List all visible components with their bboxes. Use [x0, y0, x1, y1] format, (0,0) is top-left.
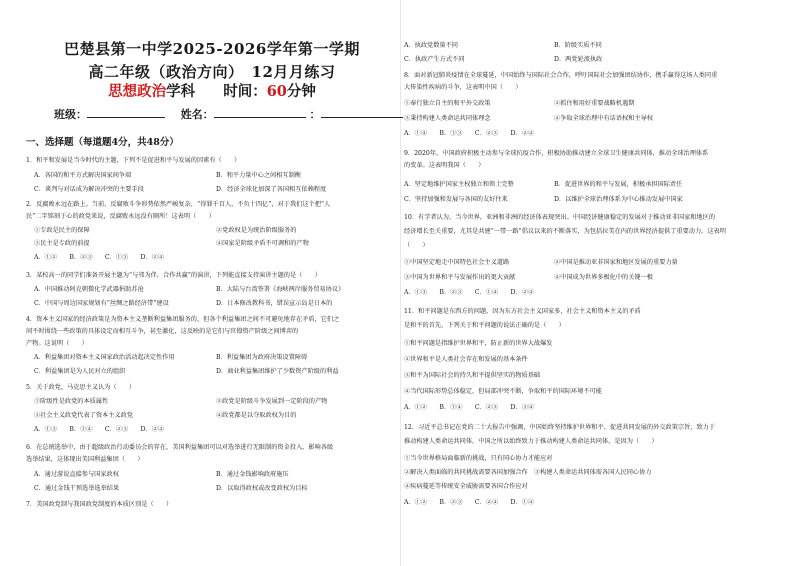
q10-answer-options[interactable]: A．①③ B．②③ C．①④ D．②④	[404, 289, 535, 296]
q12-statement-4: ④疾病蔓延等传统安全威胁需要各国合作应对	[404, 483, 528, 490]
q3-option-a[interactable]: A．中国推动阿克朝微化学武器捐助苏沧	[34, 286, 144, 293]
q11-statement-1: ①和平问题是指维护世界和平，防止新的世界大战爆发	[404, 340, 553, 347]
q8-statement-3: ③秉持构建人类命运共同体理念	[404, 115, 491, 122]
exam-subject-line	[26, 80, 398, 101]
name-label: 姓名：	[180, 108, 214, 121]
question-7: 7．美国政党制与我国政党制度的本质区别是（ ）	[26, 501, 173, 508]
q2-statement-3: ③民主是专政的前提	[34, 240, 90, 247]
time-label: 时间：	[223, 83, 267, 100]
q6-option-b[interactable]: B．通过金钱影响政府施压	[216, 471, 289, 478]
q1-option-a[interactable]: A．各国的和平方式解决国家间争端	[34, 172, 132, 179]
q7-option-b[interactable]: B．阶级实质不同	[554, 42, 602, 49]
q4-option-b[interactable]: B．利益集团为政府决策设置障碍	[216, 354, 308, 361]
q1-option-d[interactable]: D．经济全球化加深了各国相互依赖程度	[216, 186, 327, 193]
q10-statement-3: ③中国为世界和平与发展作出的更大贡献	[404, 274, 516, 281]
q12-statement-1: ①当今世界格局面临新的挑战，只有同心协力才能应对	[404, 455, 553, 462]
exam-title-grade: 高二年级（政治方向） 12月月练习	[88, 63, 336, 81]
q8-statement-2: ②抓住和用好重要战略机遇期	[554, 100, 635, 107]
class-label: 班级：	[54, 108, 87, 121]
q5-statement-3: ③社会主义政党代表了资本主义政党	[34, 412, 133, 419]
section-title: 一、选择题（每道题4分，共48分）	[26, 137, 179, 148]
question-10-line1: 10．有学者认为，当今世界，亚洲和非洲的经济体表现突出。中国经济健康稳定的发展对于推动亚非国家和地区的	[404, 214, 716, 221]
q1-option-c[interactable]: C．谈判与对话成为解决冲突的主要手段	[34, 186, 144, 193]
q2-statement-4: ④国家是阶级矛盾不可调和的产物	[216, 240, 309, 247]
q9-option-d[interactable]: D．以维护全球治理体系为中心推动发展中国家	[554, 196, 683, 203]
q5-statement-4: ④政党都是以夺取政权为目的	[216, 412, 297, 419]
column-divider	[400, 0, 401, 566]
question-2-line2: 民”二字铭刻于心的政党来说，反腐败永远没有厕所！这表明（ ）	[26, 213, 215, 220]
colon-label: ：	[309, 108, 321, 121]
question-6-line1: 6．在总统选举中，由于超级政治行动委员会的存在，美国利益集团可以对选举进行无限制的资金投入，影响各级	[26, 444, 334, 451]
q7-option-c[interactable]: C．执政产生方式不同	[404, 56, 465, 63]
q3-option-b[interactable]: B．大陆与台湾签署《海峡两岸服务贸易协议》	[216, 286, 345, 293]
q12-answer-options[interactable]: A．①② B．②③ C．②④ D．①④	[404, 499, 535, 506]
student-info-line	[54, 106, 403, 122]
q4-option-a[interactable]: A．利益集团对资本主义国家政治活动起决定性作用	[34, 354, 175, 361]
q11-answer-options[interactable]: A．①② B．①④ C．②③ D．③④	[404, 404, 535, 411]
q5-answer-options[interactable]: A．①③ B．①④ C．②③ D．②④	[34, 426, 165, 433]
q3-option-d[interactable]: D．日本修改教科书，错误宣示岛是日本的	[216, 300, 333, 307]
subject-name: 思想政治	[108, 83, 167, 100]
question-11-line1: 11．和平问题是东西方的问题，因为东方社会主义国家多，社会主义和资本主义的矛盾	[404, 308, 641, 315]
question-8-line1: 8．面对新冠肺炎疫情在全球蔓延，中国始终与国际社会合作，呼吁国际社会加强团结协作，携手赢得这场人类同重	[404, 72, 718, 79]
q1-option-b[interactable]: B．和平力量中心之间相互制衡	[216, 172, 301, 179]
q8-answer-options[interactable]: A．①④ B．①③ C．②③ D．②④	[404, 130, 535, 137]
q6-option-c[interactable]: C．通过金钱干预选举选举结果	[34, 485, 120, 492]
q4-option-d[interactable]: D．商业利益集团维护了少数资产阶级的利益	[216, 368, 339, 375]
q5-statement-1: ①阶级性是政党的本质属性	[34, 398, 109, 405]
question-4-line1: 4．资本主义国家的经济政策是为资本主义垄断利益集团服务的，但各个利益集团之间不可避免地存在矛盾，它们之	[26, 316, 340, 323]
q6-option-a[interactable]: A．通过游说直接参与国家政权	[34, 471, 119, 478]
q12-statement-2-3: ②解决人类面临的共同挑战需要各国加强合作 ③构建人类命运共同体需各国人民同心协力	[404, 469, 652, 476]
question-6-line2: 选举结果，这体现出美国利益集团（ ）	[26, 456, 144, 463]
question-4-line3: 产物。这说明（ ）	[26, 340, 88, 347]
time-unit: 分钟	[286, 83, 316, 100]
q2-statement-2: ②党政权是为统治阶级服务的	[216, 227, 297, 234]
q10-statement-2: ②中国是推动亚非国家和地区发展的重要力量	[554, 259, 678, 266]
q6-option-d[interactable]: D．以取得政权或改变政权为目标	[216, 485, 308, 492]
q9-option-c[interactable]: C．坚持加强和发展与各国的友好往来	[404, 196, 508, 203]
q7-option-a[interactable]: A．执政党数量不同	[404, 42, 458, 49]
q8-statement-4: ④争取全球治理中有话语权和主导权	[554, 115, 653, 122]
q7-option-d[interactable]: D．两党轮流执政	[554, 56, 603, 63]
extra-field[interactable]	[321, 106, 403, 118]
question-8-line2: 大传染性疾病的斗争，这表明中国（ ）	[404, 84, 522, 91]
q3-option-c[interactable]: C．中国与周边国家规划有“丝绸之路经济带”建设	[34, 300, 169, 307]
time-value: 60	[266, 83, 287, 100]
subject-suffix: 学科	[166, 83, 196, 100]
name-field[interactable]	[214, 106, 306, 118]
q11-statement-4: ④当代国际形势总体稳定，但局部冲突不断，争取和平的国际环境不可能	[404, 388, 602, 395]
q9-option-a[interactable]: A．坚定地维护国家主权独立和领土完整	[404, 181, 514, 188]
q11-statement-3: ③和平为国际社会的持久和平提供坚实的物质基础	[404, 372, 541, 379]
question-9-line1: 9．2020年，中国政府积极主动参与全球抗疫合作，积极协助推动建立全球卫生健康共同体，推动全球治理体系	[404, 150, 709, 157]
question-10-line2: 经济增长至关重要，尤其是共建“一带一路”倡议以来的不断落实，为包括拉美在内的世界经济提供了重要动力。这表明	[404, 228, 726, 235]
question-9-line2: 的变革。这表明我国（ ）	[404, 162, 485, 169]
q11-statement-2: ②世界和平是人类社会存在和发展的基本条件	[404, 356, 528, 363]
question-11-line2: 是和平的首先，下列关于和平问题的说法正确的是（ ）	[404, 322, 565, 329]
q10-statement-1: ①中国坚定地走中国特色社会主义道路	[404, 259, 510, 266]
exam-title-school: 巴楚县第一中学2025-2026学年第一学期	[64, 40, 360, 58]
question-12-line1: 12．习近平总书记在党的二十大报告中强调，中国始终坚持维护世界和平、促进共同发展的外交政策宗旨，致力于	[404, 424, 716, 431]
q2-statement-1: ①专政是民主的保障	[34, 227, 90, 234]
class-field[interactable]	[87, 106, 165, 118]
question-10-line3: （ ）	[404, 242, 429, 249]
question-12-line2: 推动构建人类命运共同体，中国之所以始终致力于推动构建人类命运共同体，是因为（ ）	[404, 438, 658, 445]
q9-option-b[interactable]: B．促进世界的和平与发展，积极承担国际责任	[554, 181, 683, 188]
q4-option-c[interactable]: C．利益集团是为人民对立的组织	[34, 368, 126, 375]
q10-statement-4: ④中国成为世界多极化中的关键一极	[554, 274, 653, 281]
question-4-line2: 间不时围绕一些政策的具体设定而相互斗争，甚至激化，这反映的是它们与官僚资产阶级之间博弈的	[26, 328, 299, 335]
question-3: 3．某校高一的同学们准备开展主题为“与邻为伴，合作共赢”的演讲，下列能直接支持演讲主题的是（ ）	[26, 272, 321, 279]
q8-statement-1: ①奉行独立自主的和平外交政策	[404, 100, 491, 107]
q5-statement-2: ②政党是阶级斗争发展到一定阶段的产物	[216, 398, 328, 405]
question-5: 5．关于政党，马克思主义认为（ ）	[26, 384, 136, 391]
question-1: 1．和平和发展是当今时代的主题，下列不是促进和平与发展的因素有（ ）	[26, 157, 241, 164]
q2-answer-options[interactable]: A．①② B．②③ C．①③ D．②④	[34, 254, 165, 261]
question-2-line1: 2．反腐败永远在路上。当前，反腐败斗争形势依然严峻复杂，“得罪千百人，不负十四亿”，对于我们这个把“人	[26, 201, 331, 208]
